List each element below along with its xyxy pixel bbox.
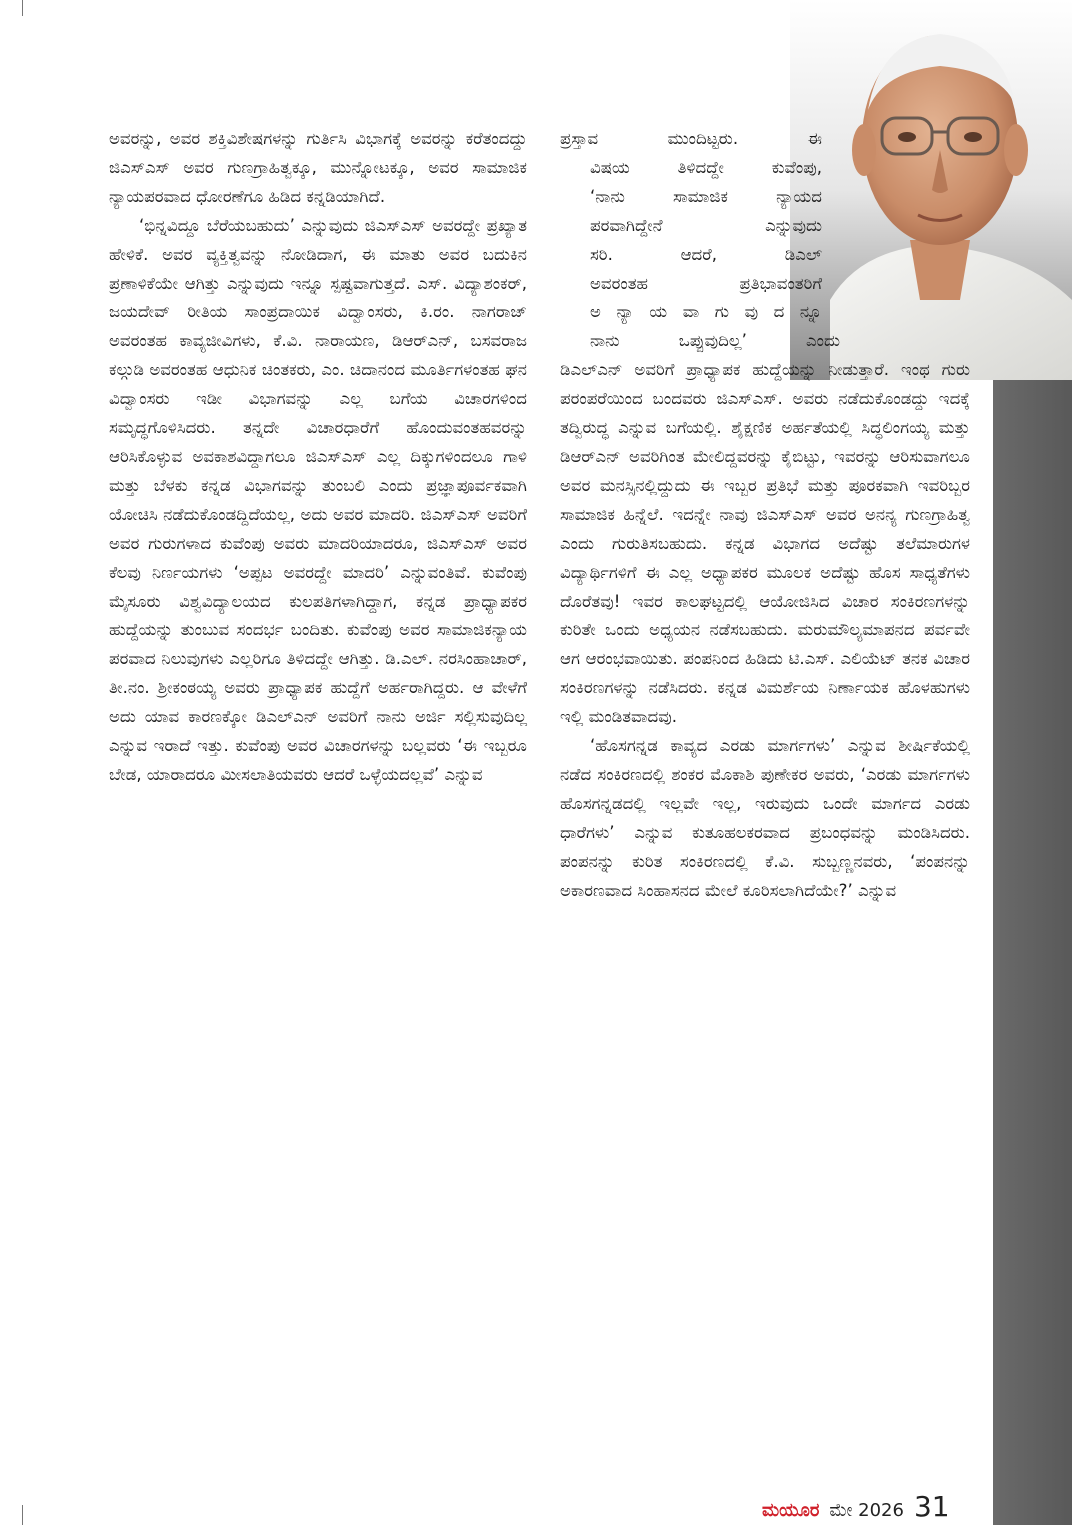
right-wrap-line: ಪರವಾಗಿದ್ದೇನೆ ಎನ್ನುವುದು (590, 215, 822, 235)
right-paragraph-1: ಡಿಎಲ್‌ಎನ್ ಅವರಿಗೆ ಪ್ರಾಧ್ಯಾಪಕ ಹುದ್ದೆಯನ್ನು ನೀಡುತ್ತಾರೆ. ಇಂಥ ಗುರು ಪರಂಪರೆಯಿಂದ ಬಂದವರು ಜಿಎಸ್‌ಎಸ್. ಅವರು ನಡೆದುಕೊಂಡದ್ದು ಇದಕ್ಕೆ ತದ್ವಿರುದ್ಧ ಎನ್ನುವ ಬಗೆಯಲ್ಲಿ. ಶೈಕ್ಷಣಿಕ ಅರ್ಹತೆಯಲ್ಲಿ ಸಿದ್ಧಲಿಂಗಯ್ಯ ಮತ್ತು ಡಿಆರ್‌ಎನ್ ಅವರಿಗಿಂತ ಮೇಲಿದ್ದವರನ್ನು ಕೈಬಿಟ್ಟು, ಇವರನ್ನು ಆರಿಸುವಾಗಲೂ ಅವರ ಮನಸ್ಸಿನಲ್ಲಿದ್ದುದು ಈ ಇಬ್ಬರ ಪ್ರತಿಭೆ ಮತ್ತು ಪೂರಕವಾಗಿ ಇವರಿಬ್ಬರ ಸಾಮಾಜಿಕ ಹಿನ್ನೆಲೆ. ಇದನ್ನೇ ನಾವು ಜಿಎಸ್‌ಎಸ್ ಅವರ ಅನನ್ಯ ಗುಣಗ್ರಾಹಿತ್ವ ಎಂದು ಗುರುತಿಸಬಹುದು. ಕನ್ನಡ ವಿಭಾಗದ ಅದೆಷ್ಟು ತಲೆಮಾರುಗಳ ವಿದ್ಯಾರ್ಥಿಗಳಿಗೆ ಈ ಎಲ್ಲ ಅಧ್ಯಾಪಕರ ಮೂಲಕ ಅದೆಷ್ಟು ಹೊಸ ಸಾಧ್ಯತೆಗಳು ದೊರೆತವು! ಇವರ ಕಾಲಘಟ್ಟದಲ್ಲಿ ಆಯೋಜಿಸಿದ ವಿಚಾರ ಸಂಕಿರಣಗಳನ್ನು ಕುರಿತೇ ಒಂದು ಅಧ್ಯಯನ ನಡೆಸಬಹುದು. ಮರುಮೌಲ್ಯಮಾಪನದ ಪರ್ವವೇ ಆಗ ಆರಂಭವಾಯಿತು. ಪಂಪನಿಂದ ಹಿಡಿದು ಟಿ.ಎಸ್. ಎಲಿಯೆಟ್ ತನಕ ವಿಚಾರ ಸಂಕಿರಣಗಳನ್ನು ನಡೆಸಿದರು. ಕನ್ನಡ ವಿಮರ್ಶೆಯ ನಿರ್ಣಾಯಕ ಹೊಳಹುಗಳು ಇಲ್ಲಿ ಮಂಡಿತವಾದವು. (560, 360, 970, 727)
crop-mark-bottom-left (22, 1505, 23, 1525)
page-footer (762, 1490, 950, 1530)
issue-date: ಮೇ 2026 (829, 1500, 904, 1521)
crop-mark-top-left (22, 0, 23, 16)
left-paragraph-2: ‘ಭಿನ್ನವಿದ್ದೂ ಬೆರೆಯಬಹುದು’ ಎನ್ನುವುದು ಜಿಎಸ್‌ಎಸ್ ಅವರದ್ದೇ ಪ್ರಖ್ಯಾತ ಹೇಳಿಕೆ. ಅವರ ವ್ಯಕ್ತಿತ್ವವನ್ನು ನೋಡಿದಾಗ, ಈ ಮಾತು ಅವರ ಬದುಕಿನ ಪ್ರಣಾಳಿಕೆಯೇ ಆಗಿತ್ತು ಎನ್ನುವುದು ಇನ್ನೂ ಸ್ಪಷ್ಟವಾಗುತ್ತದೆ. ಎಸ್. ವಿದ್ಯಾಶಂಕರ್, ಜಯದೇವ್ ರೀತಿಯ ಸಾಂಪ್ರದಾಯಿಕ ವಿದ್ವಾಂಸರು, ಕಿ.ರಂ. ನಾಗರಾಜ್ ಅವರಂತಹ ಕಾವ್ಯಜೀವಿಗಳು, ಕೆ.ವಿ. ನಾರಾಯಣ, ಡಿಆರ್‌ಎನ್, ಬಸವರಾಜ ಕಲ್ಗುಡಿ ಅವರಂತಹ ಆಧುನಿಕ ಚಿಂತಕರು, ಎಂ. ಚಿದಾನಂದ ಮೂರ್ತಿಗಳಂತಹ ಘನ ವಿದ್ವಾಂಸರು ಇಡೀ ವಿಭಾಗವನ್ನು ಎಲ್ಲ ಬಗೆಯ ವಿಚಾರಗಳಿಂದ ಸಮೃದ್ಧಗೊಳಿಸಿದರು. ತನ್ನದೇ ವಿಚಾರಧಾರೆಗೆ ಹೊಂದುವಂತಹವರನ್ನು ಆರಿಸಿಕೊಳ್ಳುವ ಅವಕಾಶವಿದ್ದಾಗಲೂ ಜಿಎಸ್‌ಎಸ್ ಎಲ್ಲ ದಿಕ್ಕುಗಳಿಂದಲೂ ಗಾಳಿ ಮತ್ತು ಬೆಳಕು ಕನ್ನಡ ವಿಭಾಗವನ್ನು ತುಂಬಲಿ ಎಂದು ಪ್ರಜ್ಞಾಪೂರ್ವಕವಾಗಿ ಯೋಚಿಸಿ ನಡೆದುಕೊಂಡದ್ದಿದೆಯಲ್ಲ, ಅದು ಅವರ ಮಾದರಿ. ಜಿಎಸ್‌ಎಸ್ ಅವರಿಗೆ ಅವರ ಗುರುಗಳಾದ ಕುವೆಂಪು ಅವರು ಮಾದರಿಯಾದರೂ, ಜಿಎಸ್‌ಎಸ್ ಅವರ ಕೆಲವು ನಿರ್ಣಯಗಳು ‘ಅಪ್ಪಟ ಅವರದ್ದೇ ಮಾದರಿ’ ಎನ್ನುವಂತಿವೆ. ಕುವೆಂಪು ಮೈಸೂರು ವಿಶ್ವವಿದ್ಯಾಲಯದ ಕುಲಪತಿಗಳಾಗಿದ್ದಾಗ, ಕನ್ನಡ ಪ್ರಾಧ್ಯಾಪಕರ ಹುದ್ದೆಯನ್ನು ತುಂಬುವ ಸಂದರ್ಭ ಬಂದಿತು. ಕುವೆಂಪು ಅವರ ಸಾಮಾಜಿಕನ್ಯಾಯ ಪರವಾದ ನಿಲುವುಗಳು ಎಲ್ಲರಿಗೂ ತಿಳಿದದ್ದೇ ಆಗಿತ್ತು. ಡಿ.ಎಲ್. ನರಸಿಂಹಾಚಾರ್, ತೀ.ನಂ. ಶ್ರೀಕಂಠಯ್ಯ ಅವರು ಪ್ರಾಧ್ಯಾಪಕ ಹುದ್ದೆಗೆ ಅರ್ಹರಾಗಿದ್ದರು. ಆ ವೇಳೆಗೆ ಅದು ಯಾವ ಕಾರಣಕ್ಕೋ ಡಿಎಲ್‌ಎನ್ ಅವರಿಗೆ ನಾನು ಅರ್ಜಿ ಸಲ್ಲಿಸುವುದಿಲ್ಲ ಎನ್ನುವ ಇರಾದೆ ಇತ್ತು. ಕುವೆಂಪು ಅವರ ವಿಚಾರಗಳನ್ನು ಬಲ್ಲವರು ‘ಈ ಇಬ್ಬರೂ ಬೇಡ, ಯಾರಾದರೂ ಮೀಸಲಾತಿಯವರು ಆದರೆ ಒಳ್ಳೆಯದಲ್ಲವೆ’ ಎನ್ನುವ (109, 215, 527, 784)
left-column (109, 125, 527, 790)
right-wrap-line: ‘ನಾನು ಸಾಮಾಜಿಕ ನ್ಯಾಯದ (590, 186, 822, 206)
right-wrap-line: ಅವರಂತಹ ಪ್ರತಿಭಾವಂತರಿಗೆ (590, 273, 822, 293)
right-column-wrap-text (560, 125, 840, 356)
right-wrap-line: ಪ್ರಸ್ತಾವ ಮುಂದಿಟ್ಟರು. ಈ (560, 129, 822, 148)
left-paragraph-1: ಅವರನ್ನು, ಅವರ ಶಕ್ತಿವಿಶೇಷಗಳನ್ನು ಗುರ್ತಿಸಿ ವಿಭಾಗಕ್ಕೆ ಅವರನ್ನು ಕರೆತಂದದ್ದು ಜಿಎಸ್‌ಎಸ್ ಅವರ ಗುಣಗ್ರಾಹಿತ್ವಕ್ಕೂ, ಮುನ್ನೋಟಕ್ಕೂ, ಅವರ ಸಾಮಾಜಿಕ ನ್ಯಾಯಪರವಾದ ಧೋರಣೆಗೂ ಹಿಡಿದ ಕನ್ನಡಿಯಾಗಿದೆ. (109, 129, 527, 206)
page-number: 31 (913, 1490, 950, 1523)
right-paragraph-2: ‘ಹೊಸಗನ್ನಡ ಕಾವ್ಯದ ಎರಡು ಮಾರ್ಗಗಳು’ ಎನ್ನುವ ಶೀರ್ಷಿಕೆಯಲ್ಲಿ ನಡೆದ ಸಂಕಿರಣದಲ್ಲಿ ಶಂಕರ ಮೊಕಾಶಿ ಪುಣೇಕರ ಅವರು, ‘ಎರಡು ಮಾರ್ಗಗಳು ಹೊಸಗನ್ನಡದಲ್ಲಿ ಇಲ್ಲವೇ ಇಲ್ಲ, ಇರುವುದು ಒಂದೇ ಮಾರ್ಗದ ಎರಡು ಧಾರೆಗಳು’ ಎನ್ನುವ ಕುತೂಹಲಕರವಾದ ಪ್ರಬಂಧವನ್ನು ಮಂಡಿಸಿದರು. ಪಂಪನನ್ನು ಕುರಿತ ಸಂಕಿರಣದಲ್ಲಿ ಕೆ.ವಿ. ಸುಬ್ಬಣ್ಣನವರು, ‘ಪಂಪನನ್ನು ಅಕಾರಣವಾದ ಸಿಂಹಾಸನದ ಮೇಲೆ ಕೂರಿಸಲಾಗಿದೆಯೇ?’ ಎನ್ನುವ (560, 736, 970, 900)
right-wrap-line: ವಿಷಯ ತಿಳಿದದ್ದೇ ಕುವೆಂಪು, (590, 157, 822, 177)
right-column (560, 125, 970, 905)
right-wrap-line: ಅ ನ್ಯಾ ಯ ವಾ ಗು ವು ದ ನ್ನೂ (590, 302, 822, 322)
right-wrap-line: ಸರಿ. ಆದರೆ, ಡಿಎಲ್ (590, 244, 822, 264)
magazine-logo: ಮಯೂರ (762, 1500, 820, 1521)
right-wrap-line: ನಾನು ಒಪ್ಪುವುದಿಲ್ಲ’ ಎಂದು (590, 331, 840, 351)
